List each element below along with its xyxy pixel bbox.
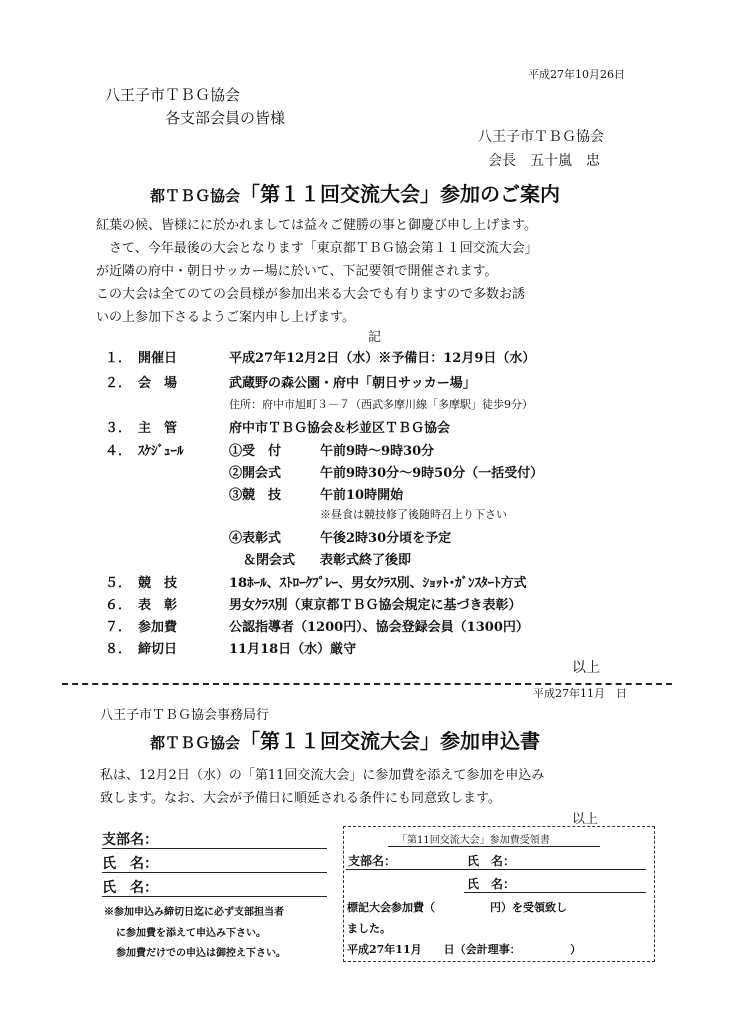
document-date: 平成27年10月26日 bbox=[528, 68, 625, 81]
item-6-label: 表 彰 bbox=[138, 598, 178, 613]
item-3-value: 府中市ＴＢＧ協会＆杉並区ＴＢＧ協会 bbox=[229, 421, 451, 436]
schedule-2-time: 午前9時30分～9時50分（一括受付） bbox=[320, 466, 544, 481]
item-7-value: 公認指導者（1200円）、協会登録会員（1300円） bbox=[229, 620, 529, 635]
note-line-1: ※参加申込み締切日迄に必ず支部担当者 bbox=[104, 907, 284, 918]
schedule-2-label: ②開会式 bbox=[229, 466, 282, 481]
receipt-title: 「第11回交流大会」参加費受領書 bbox=[397, 835, 550, 846]
schedule-1-label: ①受 付 bbox=[229, 444, 282, 459]
schedule-1-time: 午前9時～9時30分 bbox=[320, 444, 435, 459]
receipt-line-2[interactable] bbox=[464, 892, 646, 893]
name-1-label: 氏 名： bbox=[102, 856, 158, 872]
item-8-num: ８． bbox=[105, 642, 132, 657]
item-6-value: 男女ｸﾗｽ別（東京都ＴＢＧ協会規定に基づき表彰） bbox=[229, 598, 522, 613]
schedule-lunch-note: ※昼食は競技修了後随時召上り下さい bbox=[320, 508, 507, 521]
name-1-input-line[interactable] bbox=[102, 872, 327, 873]
schedule-4-time: 午後2時30分頃を予定 bbox=[320, 531, 452, 546]
item-8-label: 締切日 bbox=[138, 642, 178, 657]
schedule-3-label: ③競 技 bbox=[229, 488, 282, 503]
schedule-5-time: 表彰式終了後即 bbox=[320, 553, 412, 568]
name-2-input-line[interactable] bbox=[102, 896, 327, 897]
receipt-fee-line-2: ました。 bbox=[347, 922, 391, 935]
receipt-date-line: 平成27年11月 日（会計理事： ） bbox=[347, 943, 582, 956]
receipt-name-1-label: 氏 名： bbox=[467, 854, 516, 868]
intro-line-5: いの上参加下さるようご案内申し上げます。 bbox=[96, 310, 355, 325]
item-3-label: 主 管 bbox=[138, 421, 178, 436]
sender-name: 会長 五十嵐 忠 bbox=[488, 153, 600, 169]
note-line-2: に参加費を添えて申込み下さい。 bbox=[116, 928, 266, 939]
item-5-value: 18ﾎｰﾙ、ｽﾄﾛｰｸﾌﾟﾚｰ、男女ｸﾗｽ別、ｼｮｯﾄ･ｶﾞﾝｽﾀｰﾄ方式 bbox=[229, 576, 527, 591]
form-date: 平成27年11月 日 bbox=[533, 687, 627, 700]
item-1-label: 開催日 bbox=[138, 351, 178, 366]
item-1-value: 平成27年12月2日（水）※予備日：12月9日（水） bbox=[229, 351, 536, 366]
branch-label: 支部名： bbox=[102, 832, 158, 848]
name-2-label: 氏 名： bbox=[102, 880, 158, 896]
item-8-value: 11月18日（水）厳守 bbox=[229, 642, 357, 657]
intro-line-1: 紅葉の候、皆様にに於かれましては益々ご健勝の事と御慶び申し上げます。 bbox=[96, 218, 537, 233]
form-title-main: 「第１１回交流大会」参加申込書 bbox=[240, 729, 541, 753]
title-prefix: 都ＴＢＧ協会 bbox=[150, 187, 241, 205]
branch-input-line[interactable] bbox=[102, 848, 327, 849]
sender-org: 八王子市ＴＢＧ協会 bbox=[478, 129, 604, 145]
form-title-prefix: 都ＴＢＧ協会 bbox=[150, 734, 241, 752]
receipt-title-underline bbox=[388, 846, 600, 847]
recipient-org: 八王子市ＴＢＧ協会 bbox=[105, 86, 241, 104]
intro-line-3: が近隣の府中・朝日サッカー場に於いて、下記要領で開催されます。 bbox=[96, 264, 498, 279]
item-4-label: ｽｹｼﾞｭｰﾙ bbox=[138, 444, 184, 459]
form-title bbox=[150, 725, 540, 754]
receipt-name-2-label: 氏 名： bbox=[467, 877, 516, 891]
item-7-num: ７． bbox=[105, 620, 132, 635]
item-7-label: 参加費 bbox=[138, 620, 178, 635]
item-4-num: ４． bbox=[105, 444, 132, 459]
schedule-4-label: ④表彰式 bbox=[229, 531, 282, 546]
item-6-num: ６． bbox=[105, 598, 132, 613]
receipt-branch-label: 支部名： bbox=[348, 854, 397, 868]
item-5-label: 競 技 bbox=[138, 576, 178, 591]
schedule-3-time: 午前10時開始 bbox=[320, 488, 404, 503]
ijou-closing-2: 以上 bbox=[572, 812, 599, 827]
ki-heading: 記 bbox=[368, 330, 382, 345]
intro-line-2: さて、今年最後の大会となります「東京都ＴＢＧ協会第１１回交流大会」 bbox=[96, 241, 538, 256]
form-recipient: 八王子市ＴＢＧ協会事務局行 bbox=[100, 708, 270, 723]
item-2-label: 会 場 bbox=[138, 376, 178, 391]
item-3-num: ３． bbox=[105, 421, 132, 436]
item-2-value: 武蔵野の森公園・府中「朝日サッカー場」 bbox=[229, 376, 476, 391]
receipt-fee-line-1: 標記大会参加費（ 円）を受領致し bbox=[347, 901, 567, 914]
form-body-line-1: 私は、12月2日（水）の「第11回交流大会」に参加費を添えて参加を申込み bbox=[100, 768, 545, 783]
item-5-num: ５． bbox=[105, 576, 132, 591]
receipt-line-1[interactable] bbox=[346, 869, 646, 870]
title-main: 「第１１回交流大会」参加のご案内 bbox=[240, 182, 561, 206]
schedule-5-label: ＆閉会式 bbox=[243, 553, 296, 568]
item-1-num: １． bbox=[105, 351, 132, 366]
form-body-line-2: 致します。なお、大会が予備日に順延される条件にも同意致します。 bbox=[100, 791, 501, 806]
page-title bbox=[150, 178, 560, 207]
ijou-closing-1: 以上 bbox=[572, 660, 600, 676]
item-2-num: ２． bbox=[105, 376, 132, 391]
item-2-address: 住所：府中市旭町３－７（西武多摩川線「多摩駅」徒歩9分） bbox=[229, 398, 533, 411]
note-line-3: 参加費だけでの申込は御控え下さい。 bbox=[116, 948, 286, 959]
intro-line-4: この大会は全てのての会員様が参加出来る大会でも有りますので多数お誘 bbox=[96, 287, 526, 302]
recipient-members: 各支部会員の皆様 bbox=[165, 109, 286, 127]
